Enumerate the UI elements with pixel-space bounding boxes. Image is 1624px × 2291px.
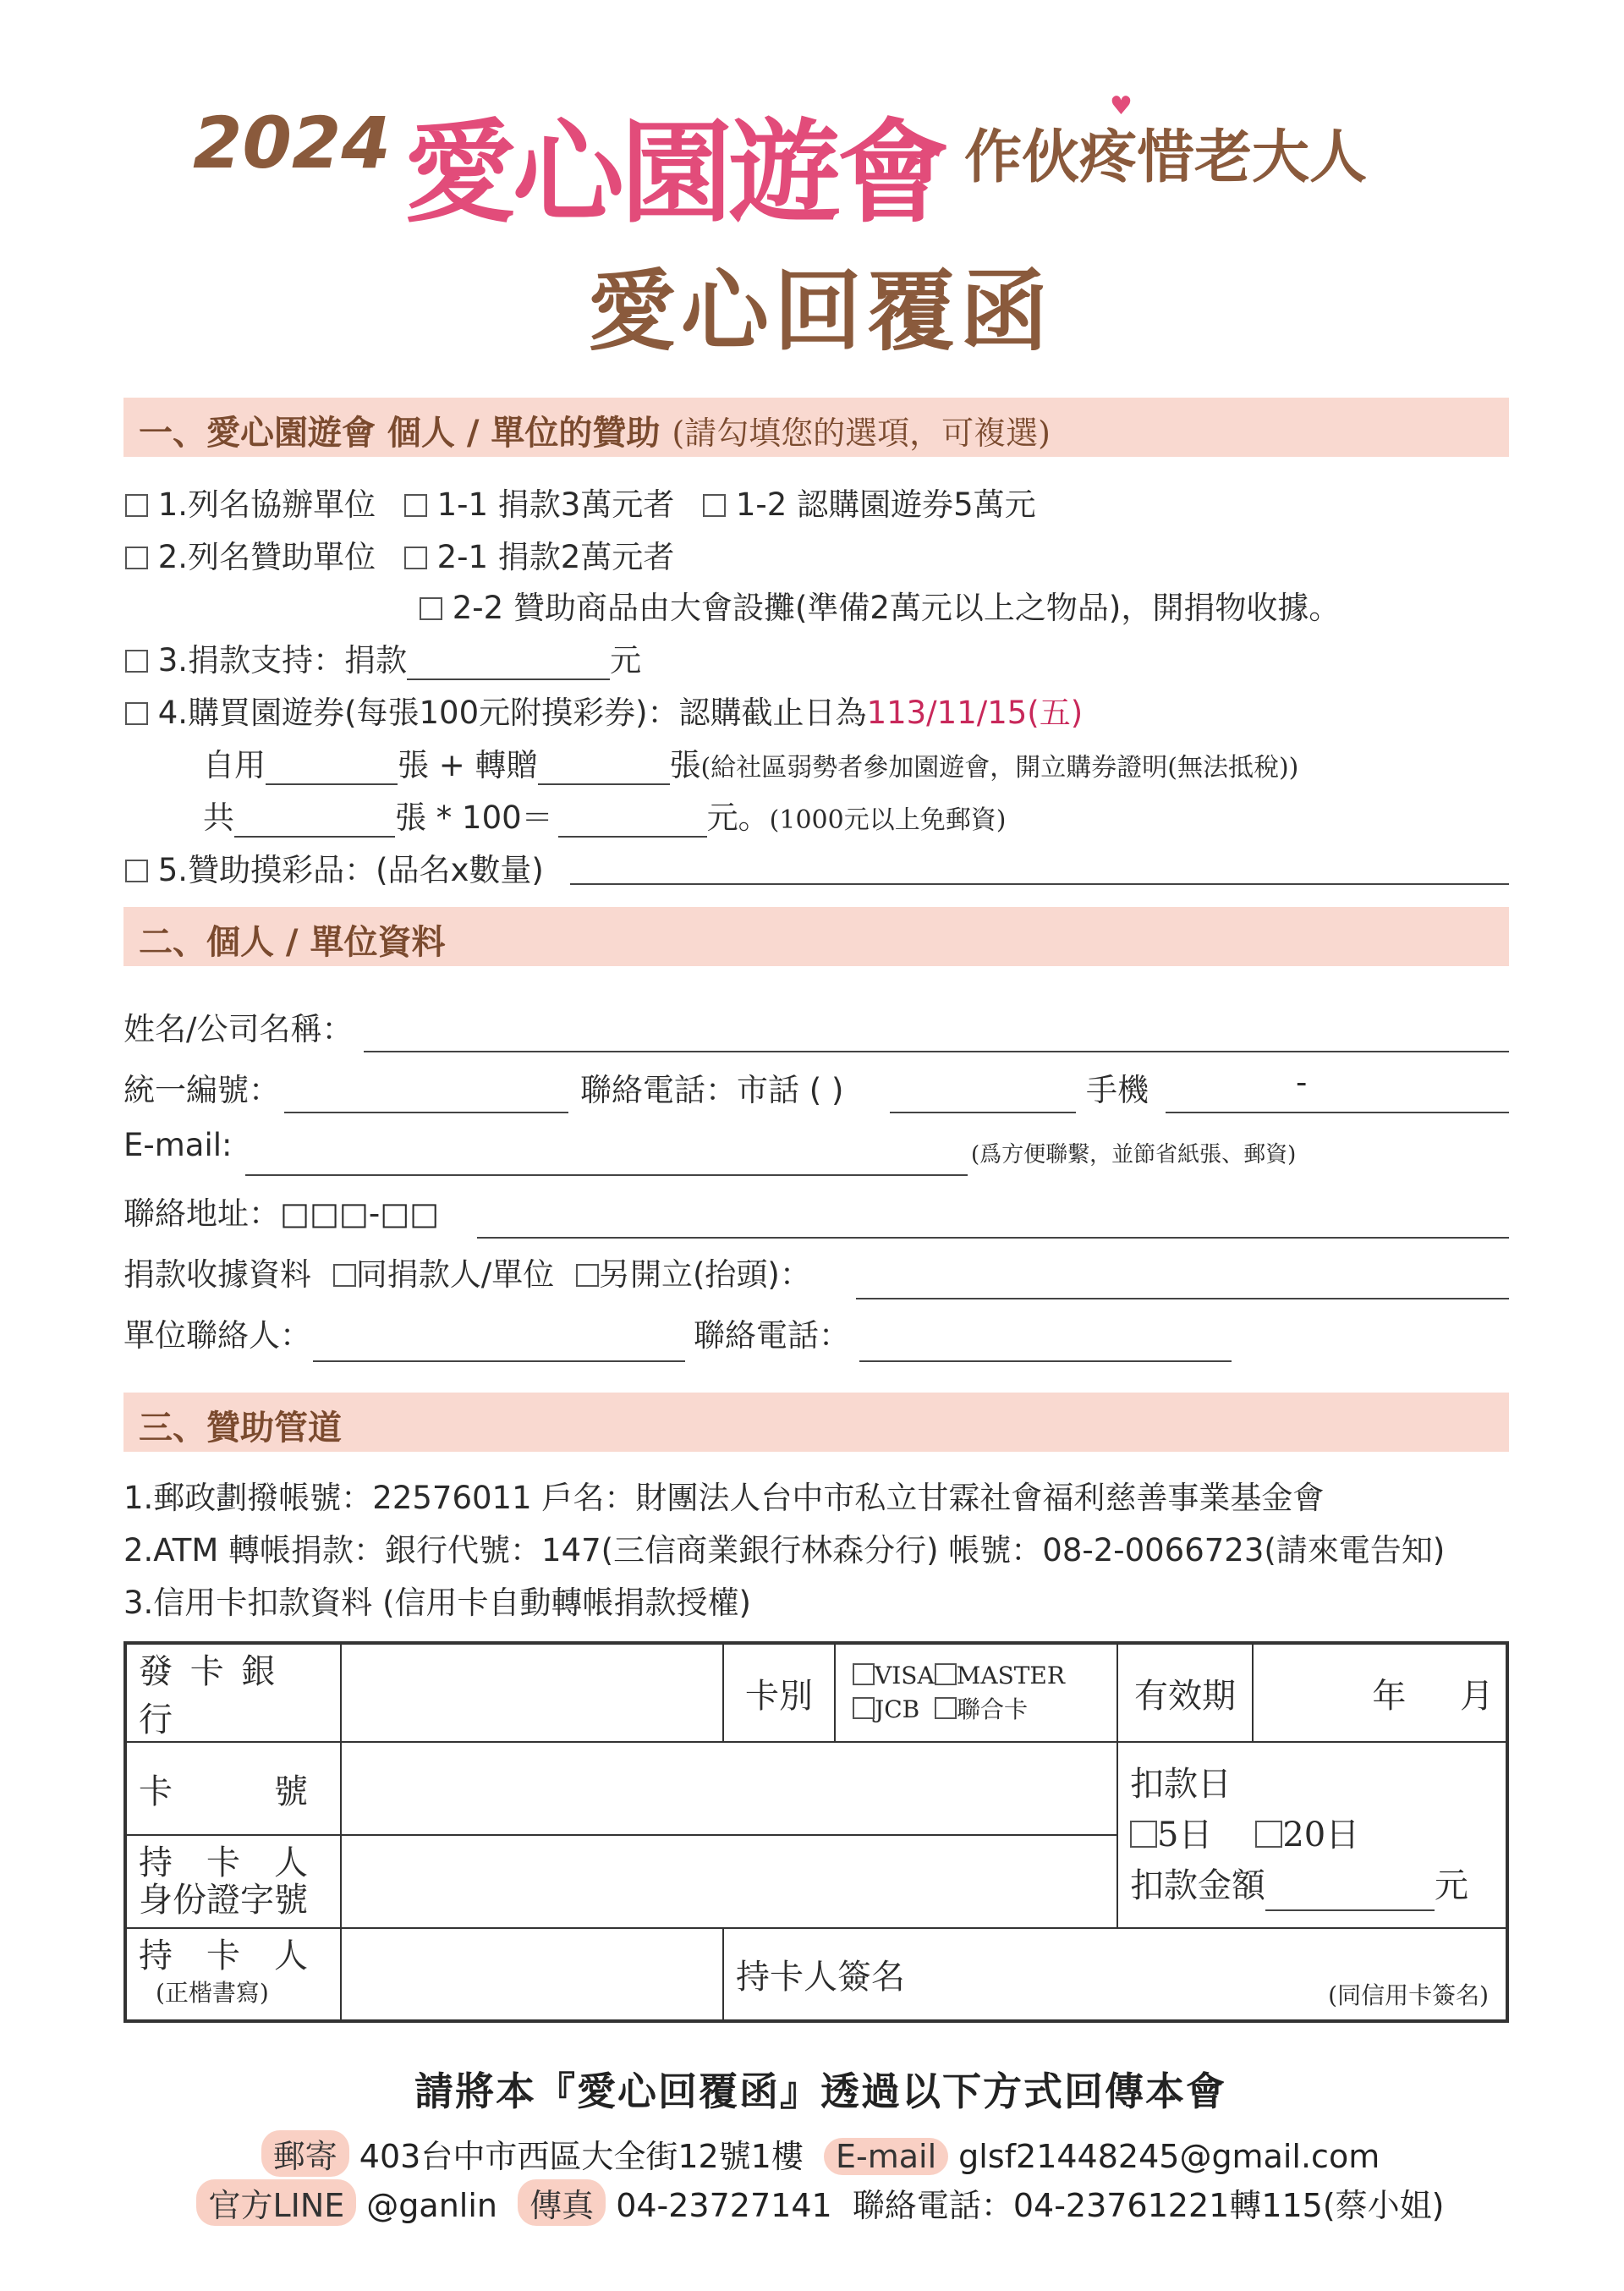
heart-icon: ♥ (1110, 91, 1133, 121)
mail-tag: 郵寄 (261, 2130, 349, 2177)
contact-email[interactable]: glsf21448245@gmail.com (958, 2138, 1380, 2175)
day20-label: 20日 (1282, 1816, 1360, 1854)
address-field[interactable] (477, 1237, 1509, 1239)
receipt-opt1: 同捐款人/單位 (355, 1256, 555, 1293)
mobile-field[interactable] (1166, 1112, 1509, 1113)
section1-heading: 一、愛心園遊會 個人 / 單位的贊助 (139, 414, 661, 453)
tax-id-label: 統一編號： (123, 1072, 280, 1108)
header-year: 2024 (193, 102, 391, 184)
footer-row-1 (0, 2130, 1624, 2177)
option-row-2 (125, 531, 674, 577)
email-field[interactable] (245, 1174, 968, 1176)
section2-heading-band (123, 907, 1509, 966)
section3-heading: 三、贊助管道 (139, 1409, 342, 1448)
checkbox-day5[interactable] (1130, 1821, 1157, 1848)
header-event-title: 愛心園遊會 (404, 108, 946, 239)
checkbox-item1[interactable] (125, 494, 148, 517)
item1-opt2-label: 1-2 認購園遊券5萬元 (735, 486, 1036, 523)
contact-phone-field[interactable] (859, 1360, 1232, 1362)
contact-label: 單位聯絡人： (123, 1317, 311, 1354)
option-row-1 (125, 479, 1036, 525)
holder-name-label (125, 1928, 341, 2021)
fax-number: 04-23727141 (616, 2187, 832, 2224)
checkbox-jcb[interactable] (853, 1697, 875, 1719)
holder-name-input[interactable] (341, 1928, 723, 2021)
email-note: (爲方便聯繫，並節省紙張、郵資) (971, 1142, 1297, 1167)
day5-label: 5日 (1157, 1816, 1213, 1854)
contact-phone-label: 聯絡電話： (694, 1317, 850, 1354)
section1-heading-band (123, 398, 1509, 457)
total-label: 共 (203, 799, 234, 836)
email-tag: E-mail (824, 2138, 948, 2175)
fax-tag: 傳真 (518, 2179, 606, 2226)
postal-transfer-info: 1.郵政劃撥帳號：22576011 戶名：財團法人台中市私立甘霖社會福利慈善事業基金會 (123, 1480, 1325, 1516)
footer-title: 請將本『愛心回覆函』透過以下方式回傳本會 (414, 2068, 1226, 2114)
ticket-row-2 (203, 792, 1006, 838)
card-number-input[interactable] (341, 1742, 1117, 1835)
item1-opt1-label: 1-1 捐款3萬元者 (436, 486, 675, 523)
checkbox-union[interactable] (935, 1697, 957, 1719)
item2-opt1-label: 2-1 捐款2萬元者 (436, 539, 675, 575)
signature-cell[interactable] (723, 1928, 1507, 2021)
donation-amount-field[interactable] (407, 650, 610, 680)
holder-id-label-1: 持 卡 人 (139, 1843, 308, 1882)
self-use-qty-field[interactable] (266, 755, 398, 785)
checkbox-item2-2[interactable] (420, 597, 442, 620)
gift-label: + 轉贈 (429, 747, 538, 783)
total-amount-field[interactable] (558, 807, 707, 838)
option-row-5 (125, 844, 544, 890)
checkbox-item1-2[interactable] (703, 494, 726, 517)
address-label: 聯絡地址：□□□-□□ (123, 1195, 440, 1232)
master-label: MASTER (956, 1662, 1065, 1689)
landline-field[interactable] (890, 1112, 1076, 1113)
gift-note: (給社區弱勢者參加園遊會，開立購券證明(無法抵稅)) (700, 753, 1299, 783)
credit-card-info-heading: 3.信用卡扣款資料 (信用卡自動轉帳捐款授權) (123, 1585, 751, 1621)
expiry-month-label: 月 (1460, 1676, 1494, 1716)
gift-qty-field[interactable] (538, 755, 670, 785)
debit-amount-field[interactable] (1265, 1872, 1435, 1911)
mail-address: 403台中市西區大全街12號1樓 (359, 2138, 804, 2175)
mobile-dash: - (1296, 1064, 1308, 1101)
debit-day-label: 扣款日 (1130, 1765, 1232, 1804)
atm-transfer-info: 2.ATM 轉帳捐款：銀行代號：147(三信商業銀行林森分行) 帳號：08-2-0066723(請來電告知) (123, 1532, 1446, 1569)
section1-note: (請勾填您的選項，可複選) (672, 415, 1051, 452)
item3-label: 3.捐款支持：捐款 (157, 642, 408, 679)
debit-amount-label: 扣款金額 (1130, 1866, 1265, 1905)
jcb-label: JCB (875, 1695, 920, 1723)
header-slogan: 作伙疼惜老大人 (964, 124, 1368, 191)
receipt-label: 捐款收據資料 (123, 1256, 311, 1293)
option-row-2-2 (420, 582, 1340, 628)
tax-id-field[interactable] (284, 1112, 568, 1113)
expiry-year-label: 年 (1372, 1676, 1407, 1716)
self-use-label: 自用 (203, 747, 266, 783)
checkbox-item2[interactable] (125, 547, 148, 569)
expiry-label: 有效期 (1117, 1643, 1253, 1742)
union-label: 聯合卡 (957, 1695, 1029, 1723)
card-type-options (835, 1643, 1117, 1742)
holder-id-input[interactable] (341, 1835, 1117, 1928)
postage-note: (1000元以上免郵資) (769, 805, 1007, 835)
line-tag: 官方LINE (196, 2179, 356, 2226)
holder-name-label-1: 持 卡 人 (139, 1936, 308, 1975)
checkbox-visa[interactable] (853, 1663, 875, 1685)
section2-heading: 二、個人 / 單位資料 (139, 923, 446, 962)
document-title: 愛心回覆函 (587, 260, 1053, 363)
receipt-opt2: 另開立(抬頭)： (599, 1256, 811, 1293)
name-label: 姓名/公司名稱： (123, 1011, 354, 1047)
item2-opt2-label: 2-2 贊助商品由大會設攤(準備2萬元以上之物品)，開捐物收據。 (452, 590, 1341, 626)
ticket-row-1 (203, 739, 1298, 785)
holder-id-label (125, 1835, 341, 1928)
signature-note: (同信用卡簽名) (1328, 1981, 1489, 2009)
checkbox-day20[interactable] (1255, 1821, 1282, 1848)
option-row-4 (125, 687, 1083, 733)
contact-phone: 聯絡電話：04-23761221轉115(蔡小姐) (852, 2187, 1445, 2224)
checkbox-item1-1[interactable] (404, 494, 427, 517)
signature-label: 持卡人簽名 (736, 1958, 905, 1997)
checkbox-item4[interactable] (125, 702, 148, 725)
receipt-row (123, 1249, 811, 1294)
checkbox-item3[interactable] (125, 650, 148, 673)
debit-info-cell (1117, 1742, 1507, 1928)
item3-unit: 元 (610, 642, 642, 679)
total-qty-field[interactable] (234, 807, 395, 838)
name-field[interactable] (364, 1051, 1509, 1052)
checkbox-receipt-other[interactable] (576, 1264, 599, 1287)
debit-yuan-label: 元 (1435, 1866, 1468, 1905)
phone-label: 聯絡電話：市話 ( ) (580, 1072, 844, 1108)
checkbox-item2-1[interactable] (404, 547, 427, 569)
receipt-title-field[interactable] (856, 1298, 1509, 1299)
item4-label: 4.購買園遊券(每張100元附摸彩券)：認購截止日為 (157, 695, 867, 731)
contact-field[interactable] (313, 1360, 685, 1362)
item1-label: 1.列名協辦單位 (157, 486, 376, 523)
expiry-input[interactable] (1253, 1643, 1507, 1742)
item5-label: 5.贊助摸彩品：(品名x數量) (157, 852, 544, 888)
yuan-label: 元。 (706, 799, 770, 836)
issuing-bank-label: 發 卡 銀 行 (125, 1643, 341, 1742)
card-type-label: 卡別 (723, 1643, 835, 1742)
mobile-label: 手機 (1086, 1072, 1149, 1108)
sheet-label-2: 張 (669, 747, 701, 783)
credit-card-table (123, 1641, 1509, 2023)
email-label: E-mail: (123, 1127, 233, 1163)
holder-name-label-2: (正楷書寫) (156, 1978, 269, 2007)
item4-deadline: 113/11/15(五) (866, 695, 1084, 731)
option-row-3 (125, 635, 641, 680)
item2-label: 2.列名贊助單位 (157, 539, 376, 575)
times-label: 張 * 100＝ (395, 799, 553, 836)
checkbox-item5[interactable] (125, 860, 148, 882)
line-id[interactable]: @ganlin (366, 2187, 497, 2224)
issuing-bank-input[interactable] (341, 1643, 723, 1742)
visa-label: VISA (875, 1662, 935, 1689)
holder-id-label-2: 身份證字號 (139, 1881, 308, 1920)
section3-heading-band (123, 1393, 1509, 1452)
card-number-label: 卡 號 (125, 1742, 341, 1835)
footer-row-2 (0, 2179, 1624, 2226)
checkbox-master[interactable] (935, 1663, 957, 1685)
checkbox-receipt-same[interactable] (333, 1264, 356, 1287)
sheet-label-1: 張 (398, 747, 429, 783)
prize-field[interactable] (570, 883, 1509, 885)
